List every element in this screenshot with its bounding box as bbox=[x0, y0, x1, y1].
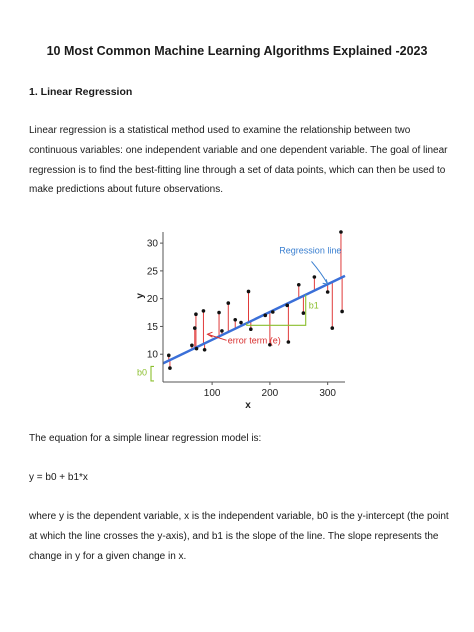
y-tick-label: 10 bbox=[146, 349, 158, 361]
data-point bbox=[190, 344, 194, 348]
data-point bbox=[287, 340, 291, 344]
data-point bbox=[271, 310, 275, 314]
data-point bbox=[302, 311, 306, 315]
b0-label: b0 bbox=[136, 367, 147, 378]
data-point bbox=[202, 309, 206, 313]
data-point bbox=[168, 366, 172, 370]
data-point bbox=[226, 301, 230, 305]
data-point bbox=[193, 326, 197, 330]
b1-label: b1 bbox=[308, 300, 319, 311]
regression-chart bbox=[100, 230, 360, 410]
error-term-label: error term (e) bbox=[227, 335, 281, 346]
chart-axes bbox=[135, 232, 345, 410]
y-tick-label: 20 bbox=[146, 294, 158, 306]
data-point bbox=[313, 275, 317, 279]
data-point bbox=[249, 327, 253, 331]
y-tick-label: 30 bbox=[146, 238, 158, 250]
data-point bbox=[339, 230, 343, 234]
regression-figure bbox=[100, 230, 360, 415]
data-point bbox=[285, 304, 289, 308]
regression-line-label: Regression line bbox=[279, 245, 342, 256]
x-axis-label: x bbox=[245, 400, 251, 410]
b0-bracket bbox=[151, 366, 154, 380]
data-point bbox=[239, 321, 243, 325]
intro-paragraph: Linear regression is a statistical method used to examine the relationship between two continuous variables: one independent variable and one dependent variable. The goal of linear regression is to find the best-fitting line through a set of data points, which can then be used to make predictions about future observations. bbox=[29, 125, 448, 196]
data-point bbox=[326, 290, 330, 294]
data-point bbox=[263, 314, 267, 318]
data-point bbox=[167, 354, 171, 358]
x-tick-label: 200 bbox=[261, 388, 279, 399]
y-axis-label: y bbox=[135, 293, 146, 299]
equation-intro: The equation for a simple linear regression model is: bbox=[29, 433, 262, 444]
equation: y = b0 + b1*x bbox=[29, 472, 88, 483]
data-point bbox=[330, 326, 334, 330]
section-heading: 1. Linear Regression bbox=[29, 86, 133, 98]
data-point bbox=[220, 329, 224, 333]
y-tick-label: 15 bbox=[146, 321, 158, 333]
y-tick-label: 25 bbox=[146, 266, 158, 278]
x-tick-label: 100 bbox=[203, 388, 221, 399]
regression-line bbox=[163, 276, 345, 364]
data-point bbox=[297, 283, 301, 287]
data-point bbox=[194, 312, 198, 316]
data-point bbox=[340, 310, 344, 314]
x-tick-label: 300 bbox=[319, 388, 337, 399]
data-point bbox=[233, 318, 237, 322]
data-point bbox=[217, 311, 221, 315]
data-point bbox=[203, 348, 207, 352]
data-point bbox=[195, 347, 199, 351]
data-point bbox=[247, 290, 251, 294]
explanation-paragraph: where y is the dependent variable, x is the independent variable, b0 is the y-intercept (the point at which the line crosses the y-axis), and b1 is the slope of the line. The slope represents the change in y for a given change in x. bbox=[29, 511, 449, 562]
page-title: 10 Most Common Machine Learning Algorithms Explained -2023 bbox=[46, 44, 428, 58]
